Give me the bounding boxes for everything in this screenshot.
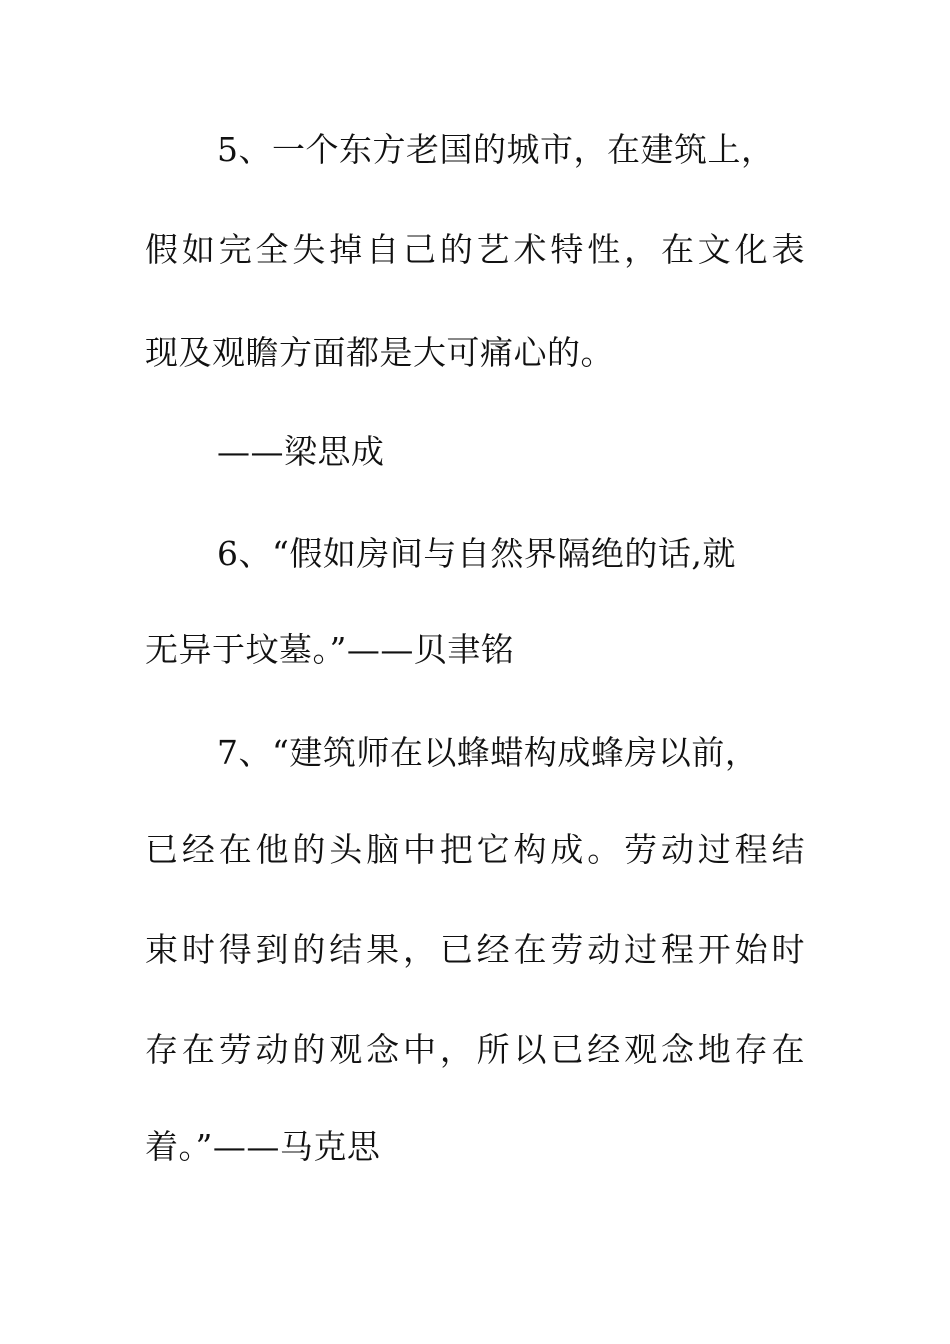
quote-7-line-4: 存在劳动的观念中，所以已经观念地存在 [145,1030,805,1069]
quote-7-attribution: 着。”——马克思 [145,1127,381,1166]
quote-5-line-1: 5、一个东方老国的城市，在建筑上， [217,130,775,169]
quote-7-line-3: 束时得到的结果，已经在劳动过程开始时 [145,930,805,969]
quote-6-line-1: 6、“假如房间与自然界隔绝的话,就 [217,534,736,573]
quote-5-line-3: 现及观瞻方面都是大可痛心的。 [145,333,614,372]
quote-5-attribution: ——梁思成 [217,432,385,471]
quote-6-line-2: 无异于坟墓。”——贝聿铭 [145,630,515,669]
quote-5-line-2: 假如完全失掉自己的艺术特性，在文化表 [145,230,805,269]
quote-7-line-1: 7、“建筑师在以蜂蜡构成蜂房以前， [217,733,759,772]
quote-7-line-2: 已经在他的头脑中把它构成。劳动过程结 [145,830,805,869]
